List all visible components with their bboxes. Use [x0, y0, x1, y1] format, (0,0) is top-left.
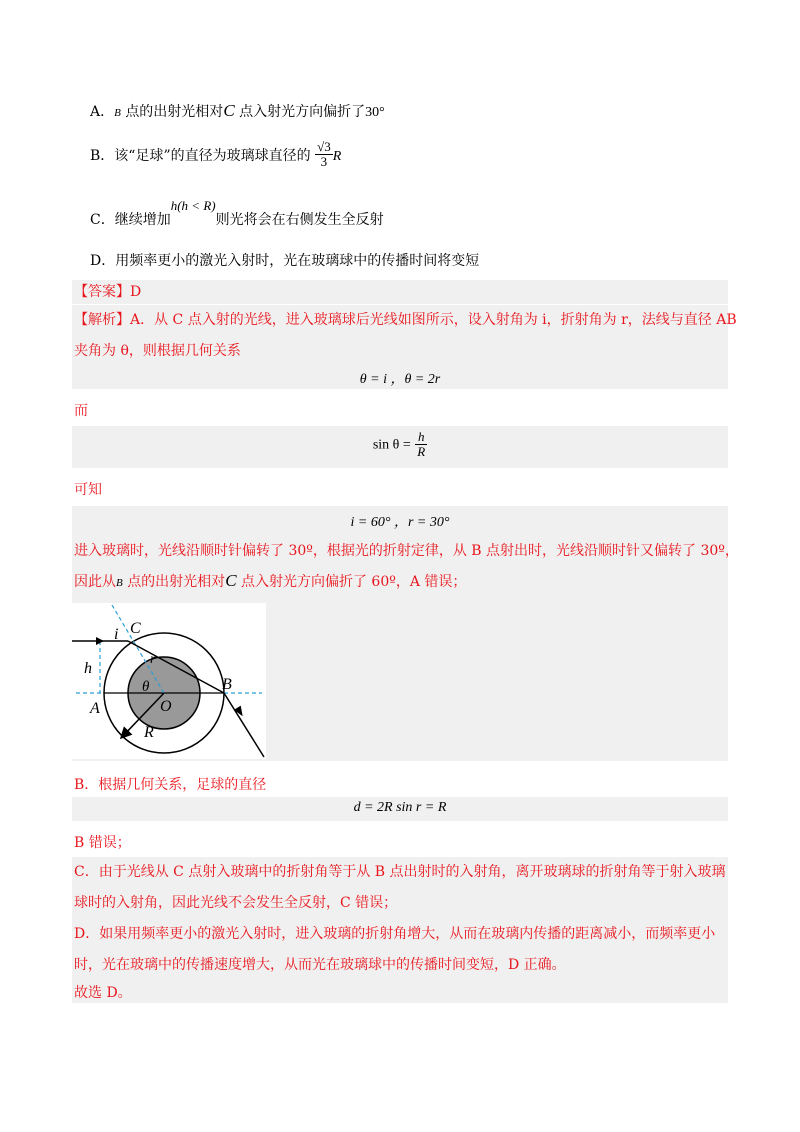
analysis-line-4a: 因此从	[74, 574, 116, 590]
final-answer: 故选 D。	[74, 985, 132, 1001]
label-c: C	[130, 620, 141, 637]
optics-diagram	[72, 603, 266, 759]
equation-2	[72, 430, 728, 459]
label-b: B	[222, 676, 232, 693]
equation-2-left: sin θ =	[372, 437, 411, 453]
equation-1: θ = i ，θ = 2r	[359, 372, 441, 387]
analysis-line-4b: 点的出射光相对	[127, 574, 226, 590]
analysis-line-4	[74, 571, 466, 593]
d-analysis-2: 时，光在玻璃中的传播速度增大，从而光在玻璃球中的传播时间变短，D 正确。	[74, 957, 566, 973]
analysis-line-4-b: B	[116, 577, 123, 589]
exit-ray	[224, 693, 264, 757]
analysis-line-2: 夹角为 θ，则根据几何关系	[74, 343, 241, 359]
option-a-text-2: 点入射光方向偏折了	[239, 104, 366, 120]
word-er: 而	[74, 403, 88, 419]
label-i: i	[114, 626, 119, 643]
c-analysis-2: 球时的入射角，因此光线不会发生全反射，C 错误；	[74, 895, 398, 911]
analysis-line-3: 进入玻璃时，光线沿顺时针偏转了 30º，根据光的折射定律，从 B 点射出时，光线沿顺时针又偏转了 30º，	[74, 543, 739, 559]
option-b	[90, 138, 342, 172]
option-b-fraction	[315, 140, 333, 169]
label-a: A	[90, 700, 100, 717]
option-a-label: A．	[90, 104, 115, 120]
answer: 【答案】D	[74, 284, 142, 300]
option-b-frac-den: 3	[320, 153, 328, 169]
analysis-line-4-c: C	[225, 571, 237, 590]
option-a-point-b: B	[114, 107, 121, 119]
label-theta: θ	[142, 679, 150, 695]
equation-2-num: h	[415, 430, 427, 445]
label-r-radius: R	[144, 724, 154, 741]
label-h: h	[84, 660, 92, 677]
option-b-frac-num: √3	[317, 138, 331, 154]
option-c-condition: h(h < R)	[170, 198, 216, 213]
d-analysis-1: D．如果用频率更小的激光入射时，进入玻璃的折射角增大，从而在玻璃内传播的距离减小，而频率更小	[74, 926, 716, 942]
option-d: D．用频率更小的激光入射时，光在玻璃球中的传播时间将变短	[90, 253, 480, 269]
option-a-point-c: C	[223, 101, 235, 120]
label-o: O	[160, 698, 172, 715]
analysis-line-4c: 点入射光方向偏折了 60º，A 错误；	[240, 574, 467, 590]
option-c-rest: 则光将会在右侧发生全反射	[215, 212, 384, 228]
b-wrong: B 错误；	[74, 835, 131, 851]
option-b-text: B．该“足球”的直径为玻璃球直径的	[90, 148, 311, 164]
word-kezhi: 可知	[74, 482, 102, 498]
answer-bg	[72, 280, 728, 304]
option-c	[90, 198, 384, 230]
optics-figure	[72, 603, 266, 759]
analysis-line-1: 【解析】A．从 C 点入射的光线，进入玻璃球后光线如图所示，设入射角为 i，折射角为 r，法线与直径 AB	[74, 312, 737, 328]
equation-2-den: R	[417, 444, 426, 459]
b-analysis: B．根据几何关系，足球的直径	[74, 777, 267, 793]
equation-4: d = 2R sin r = R	[353, 800, 447, 815]
option-b-r: R	[332, 149, 342, 164]
c-analysis-1: C．由于光线从 C 点射入玻璃中的折射角等于从 B 点出射时的入射角，离开玻璃球的折射角等于射入玻璃	[74, 864, 726, 880]
option-a	[90, 101, 385, 123]
label-r: r	[150, 652, 156, 667]
equation-2-fraction	[415, 430, 427, 459]
option-a-angle: 30°	[365, 105, 385, 120]
option-c-text: C．继续增加	[90, 212, 171, 228]
option-a-text-1: 点的出射光相对	[125, 104, 224, 120]
equation-3: i = 60° ，r = 30°	[350, 515, 450, 530]
